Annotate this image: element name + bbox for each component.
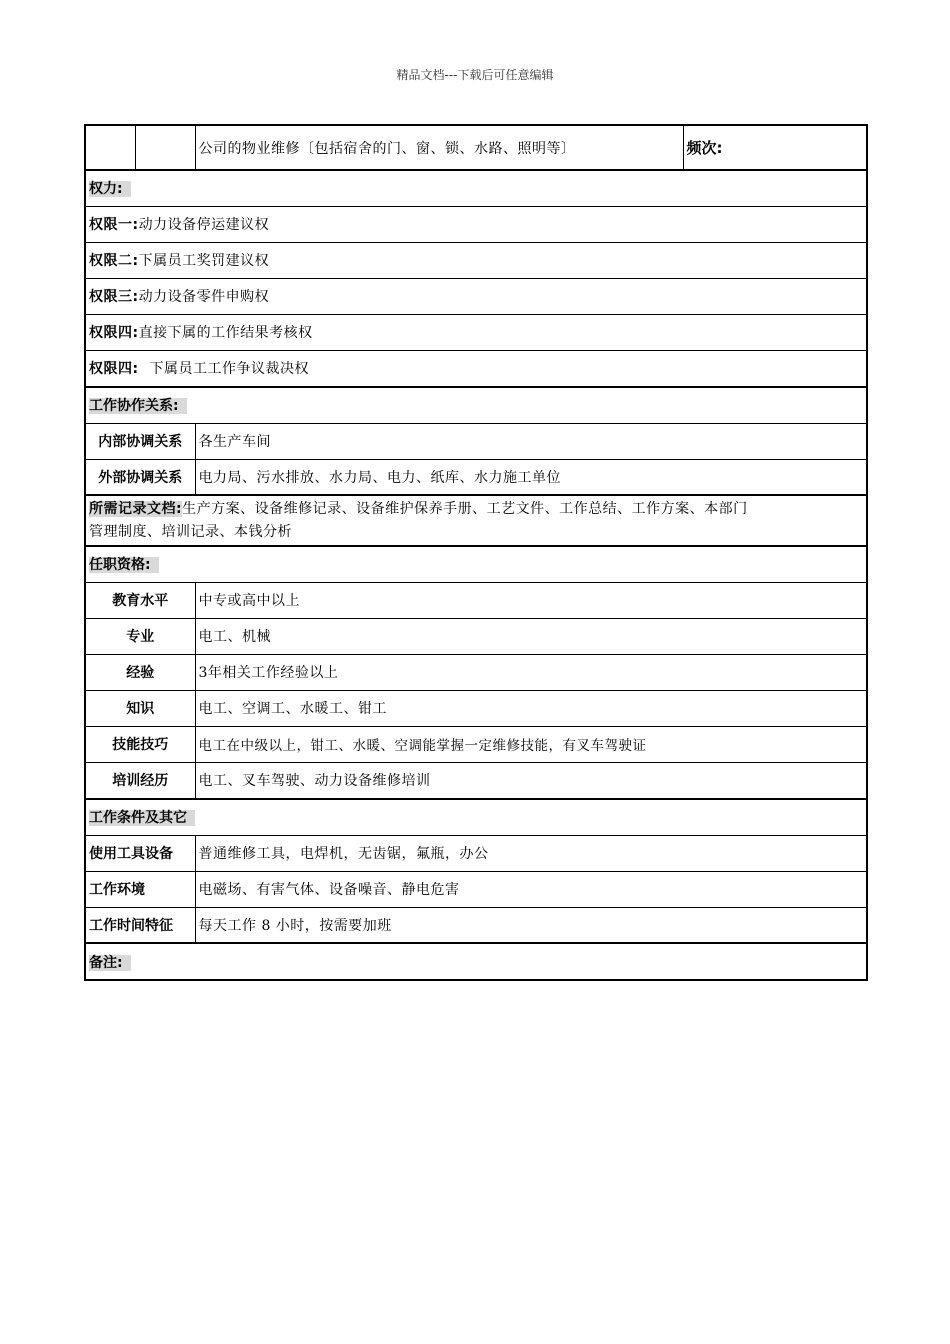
qualification-label: 培训经历 xyxy=(85,762,195,799)
page-watermark: 精品文档---下载后可任意编辑 xyxy=(396,68,554,82)
qualification-label: 经验 xyxy=(85,654,195,690)
conditions-value: 每天工作 8 小时，按需要加班 xyxy=(195,907,867,943)
conditions-value: 普通维修工具，电焊机，无齿锯，氟瓶，办公 xyxy=(195,835,867,871)
conditions-row xyxy=(85,907,867,943)
internal-coordination-value: 各生产车间 xyxy=(195,423,867,459)
power-item-label: 权限一: xyxy=(89,217,139,233)
conditions-row xyxy=(85,871,867,907)
qualification-label: 知识 xyxy=(85,690,195,726)
external-coordination-label: 外部协调关系 xyxy=(85,459,195,495)
qualification-value: 3年相关工作经验以上 xyxy=(195,654,867,690)
power-item-row xyxy=(85,350,867,387)
qualification-value: 中专或高中以上 xyxy=(195,582,867,618)
duty-index-cell xyxy=(85,125,135,170)
power-item-label: 权限四: xyxy=(89,325,139,341)
qualification-row xyxy=(85,690,867,726)
records-value-line1: 生产方案、设备维修记录、设备维护保养手册、工艺文件、工作总结、工作方案、本部门 xyxy=(182,501,748,517)
qualification-value: 电工在中级以上，钳工、水暖、空调能掌握一定维修技能，有叉车驾驶证 xyxy=(195,726,867,762)
qualification-row xyxy=(85,726,867,762)
qualification-row xyxy=(85,582,867,618)
power-heading-row xyxy=(85,170,867,206)
power-item-text: 下属员工奖罚建议权 xyxy=(138,253,270,269)
qualification-value: 电工、空调工、水暖工、钳工 xyxy=(195,690,867,726)
external-coordination-value: 电力局、污水排放、水力局、电力、纸库、水力施工单位 xyxy=(195,459,867,495)
qualification-value: 电工、机械 xyxy=(195,618,867,654)
records-row xyxy=(85,495,867,546)
conditions-label: 使用工具设备 xyxy=(85,835,195,871)
cooperation-heading: 工作协作关系: xyxy=(89,398,187,414)
qualification-row xyxy=(85,654,867,690)
power-item-row xyxy=(85,242,867,278)
qualification-label: 技能技巧 xyxy=(85,726,195,762)
qualification-heading: 任职资格: xyxy=(89,557,159,573)
power-heading: 权力: xyxy=(89,181,131,197)
qualification-heading-row xyxy=(85,546,867,582)
remarks-row xyxy=(85,943,867,980)
conditions-heading-row xyxy=(85,799,867,835)
duty-sub-cell xyxy=(135,125,195,170)
power-item-text: 动力设备停运建议权 xyxy=(138,217,270,233)
records-value-line2: 管理制度、培训记录、本钱分析 xyxy=(89,524,292,540)
job-description-table xyxy=(84,124,866,981)
qualification-value: 电工、叉车驾驶、动力设备维修培训 xyxy=(195,762,867,799)
external-coordination-row xyxy=(85,459,867,495)
power-item-text: 直接下属的工作结果考核权 xyxy=(138,325,313,341)
power-item-row xyxy=(85,278,867,314)
frequency-label: 频次: xyxy=(683,125,867,170)
power-item-text: 动力设备零件申购权 xyxy=(138,289,270,305)
remarks-label: 备注: xyxy=(89,955,131,971)
internal-coordination-row xyxy=(85,423,867,459)
internal-coordination-label: 内部协调关系 xyxy=(85,423,195,459)
records-label: 所需记录文档: xyxy=(89,501,183,517)
power-item-label: 权限三: xyxy=(89,289,139,305)
conditions-label: 工作时间特征 xyxy=(85,907,195,943)
conditions-heading: 工作条件及其它 xyxy=(89,810,195,826)
duty-text: 公司的物业维修〔包括宿舍的门、窗、锁、水路、照明等〕 xyxy=(195,125,683,170)
qualification-label: 专业 xyxy=(85,618,195,654)
qualification-label: 教育水平 xyxy=(85,582,195,618)
qualification-row xyxy=(85,762,867,799)
cooperation-heading-row xyxy=(85,387,867,423)
conditions-row xyxy=(85,835,867,871)
power-item-label: 权限二: xyxy=(89,253,139,269)
qualification-row xyxy=(85,618,867,654)
power-item-text: 下属员工工作争议裁决权 xyxy=(144,361,310,378)
power-item-row xyxy=(85,314,867,350)
power-item-label: 权限四: xyxy=(89,361,139,378)
conditions-value: 电磁场、有害气体、设备噪音、静电危害 xyxy=(195,871,867,907)
conditions-label: 工作环境 xyxy=(85,871,195,907)
duty-row xyxy=(85,125,867,170)
power-item-row xyxy=(85,206,867,242)
